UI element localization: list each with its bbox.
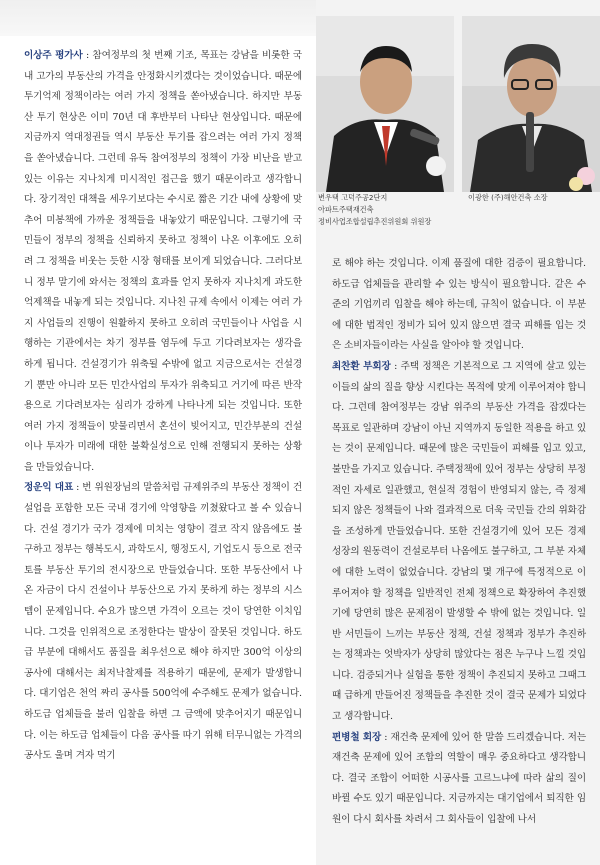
photo-caption-2 bbox=[468, 192, 600, 204]
paragraph-text: : 재건축 문제에 있어 한 말씀 드리겠습니다. 저는 재건축 문제에 있어 조합의 역할이 매우 중요하다고 생각합니다. 결국 조합이 어떠한 시공사를 고르느냐에 따라 삶의 질이 바뀔 수도 있기 때문입니다. 지금까지는 대기업에서 퇴직한 임원이 다시 회사를 차려서 그 회사들이 입찰에 나서 bbox=[332, 731, 586, 826]
paragraph-lee-sangju bbox=[24, 46, 302, 478]
speaker-name: 이상주 평가사 bbox=[24, 50, 83, 61]
paragraph-text: : 주택 정책은 기본적으로 그 지역에 살고 있는 이들의 삶의 질을 향상 시킨다는 목적에 맞게 이루어져야 합니다. 그런데 참여정부는 강남 위주의 부동산 가격을 잡겠다는 목표로 일관하며 강남이 아닌 지역까지 동일한 적용을 하고 있는 것이 문제입니다. 때문에 많은 국민들이 피해를 입고 있고, 불만을 가지고 있습니다. 주택정책에 있어 정부는 상당히 부정적인 자세로 일관했고, 현실적 경험이 반영되지 않는, 즉 정제되지 않은 정책들이 나와 결과적으로 더욱 국민들 간의 위화감을 조성하게 만들었습니다. 또한 건설경기에 있어 모든 경제 성장의 원동력이 건설로부터 나옴에도 불구하고, 그 부분 자체에 대한 노력이 없었습니다. 강남의 몇 개구에 특정적으로 이루어져야 할 정책을 일반적인 전체 정책으로 확장하여 추진했기에 당연히 많은 문제점이 발생할 수 밖에 없는 것입니다. 일반 서민들이 느끼는 부동산 정책, 건설 정책과 정부가 추진하는 정책과는 엇박자가 상당히 많았다는 점은 누구나 느낄 것입니다. 검증되거나 실험을 통한 정책이 추진되지 못하고 그때그때 급하게 만들어진 정책들을 추진한 것이 결국 문제가 되었다고 생각합니다. bbox=[332, 360, 587, 723]
photo-byeon-wootaek bbox=[316, 16, 454, 192]
portrait-illustration bbox=[316, 16, 454, 192]
caption-line: 정비사업조합설립추진위원회 위원장 bbox=[318, 217, 432, 226]
portrait-illustration bbox=[462, 16, 600, 192]
paragraph-text: 로 해야 하는 것입니다. 이제 품질에 대한 검증이 필요합니다. 하도급 업체들을 관리할 수 있는 방식이 필요합니다. 같은 수준의 기업끼리 입찰을 해야 하는데, 규칙이 없습니다. 이 부분에 대한 법적인 정비가 되어 있지 않으면 결국 피해를 입는 것은 소비자들이라는 사실을 알아야 할 것입니다. bbox=[332, 258, 586, 352]
paragraph-choi-chanhwan bbox=[332, 357, 586, 728]
caption-line: 아파트주택재건축 bbox=[318, 205, 374, 214]
paragraph-text: : 번 위원장님의 말씀처럼 규제위주의 부동산 정책이 건설업을 포함한 모든 국내 경기에 악영향을 끼쳤왔다고 볼 수 있습니다. 건설 경기가 국가 경제에 미치는 영향이 결코 작지 않음에도 불구하고 정부는 행복도시, 과학도시, 행정도시, 기업도시 등으로 전국토를 부동산 투기의 전시장으로 만들었습니다. 또한 부동산에서 나온 자금이 다시 건설이나 부동산으로 가지 못하게 하는 정부의 시스템이 문제입니다. 수요가 많으면 가격이 오르는 것이 당연한 이치입니다. 그것을 인위적으로 조정한다는 발상이 잘못된 것입니다. 하도급 부분에 대해서도 품질을 최우선으로 해야 하지만 300억 이상의 공사에 대해서는 최저낙찰제를 적용하기 때문에, 문제가 발생합니다. 대기업은 천억 짜리 공사를 500억에 수주해도 문제가 없습니다. 하도급 업체들을 불러 입찰을 하면 그 금액에 맞추어지기 때문입니다. 이는 하도급 업체들이 다음 공사를 따기 위해 터무니없는 가격의 공사도 울며 겨자 먹기 bbox=[24, 482, 302, 762]
paragraph-jeong-unik bbox=[24, 478, 302, 766]
speaker-name: 최찬환 부회장 bbox=[332, 360, 391, 372]
paragraph-text: : 참여정부의 첫 번째 기조, 목표는 강남을 비롯한 국내 고가의 부동산의 가격을 안정화시키겠다는 것이었습니다. 때문에 투기억제 정책이라는 여러 가지 정책을 쏟아냈습니다. 하지만 부동산 투기 현상은 이미 70년 대 후반부터 나타난 현상입니다. 때문에 지금까지 역대정권들 역시 부동산 투기를 잡으려는 여러 가지 정책을 쏟아냈습니다. 그런데 유독 참여정부의 정책이 가장 비난을 받고 있는 이유는 지나치게 미시적인 접근을 했기 때문이라고 생각합니다. 장기적인 대책을 세우기보다는 수시로 짧은 기간 내에 상황에 맞추어 미봉책에 가까운 정책들을 내놓았기 때문입니다. 그렇기에 국민들이 정부의 정책을 신뢰하지 못하고 정책이 나온 이후에도 오히려 그 정책을 비웃는 듯한 시장 형태를 보이게 되었습니다. 그러다보니 정부 말기에 와서는 정책의 효과를 얻지 못하자 지나치게 과도한 억제책을 내놓게 되는 것입니다. 지나친 규제 속에서 이제는 여러 가지 사업들의 진행이 원활하지 못하고 오히려 국민들이나 사업을 시행하는 기관에서는 차기 정부를 염두에 두고 기다려보자는 생각을 하게 됩니다. 건설경기가 위축될 수밖에 없고 지금으로서는 건설경기 뿐만 아니라 모든 민간사업의 투자가 위축되고 거기에 따른 반작용으로 기다려보자는 심리가 강하게 나타나게 되는 것입니다. 또한 여러 가지 정책들이 맞물리면서 혼선이 빚어지고, 민간부분의 건설이나 투자가 미래에 대한 불확실성으로 인해 전행되지 못하는 상황을 만들었습니다. bbox=[24, 50, 302, 473]
paragraph-continuation bbox=[332, 254, 586, 357]
speaker-name: 정운익 대표 bbox=[24, 482, 74, 494]
top-strip bbox=[0, 0, 316, 36]
caption-line: 이광한 (주)해안건축 소장 bbox=[468, 193, 548, 202]
caption-line: 변우택 고덕주공2단지 bbox=[318, 193, 388, 202]
paragraph-pyeon-byeongcheol bbox=[332, 728, 586, 831]
photo-row bbox=[316, 0, 600, 226]
speaker-name: 편병철 회장 bbox=[332, 731, 382, 743]
right-column bbox=[316, 0, 600, 865]
photo-lee-gwanghan bbox=[462, 16, 600, 192]
right-text-block bbox=[332, 254, 586, 831]
photo-caption-1 bbox=[318, 192, 456, 228]
